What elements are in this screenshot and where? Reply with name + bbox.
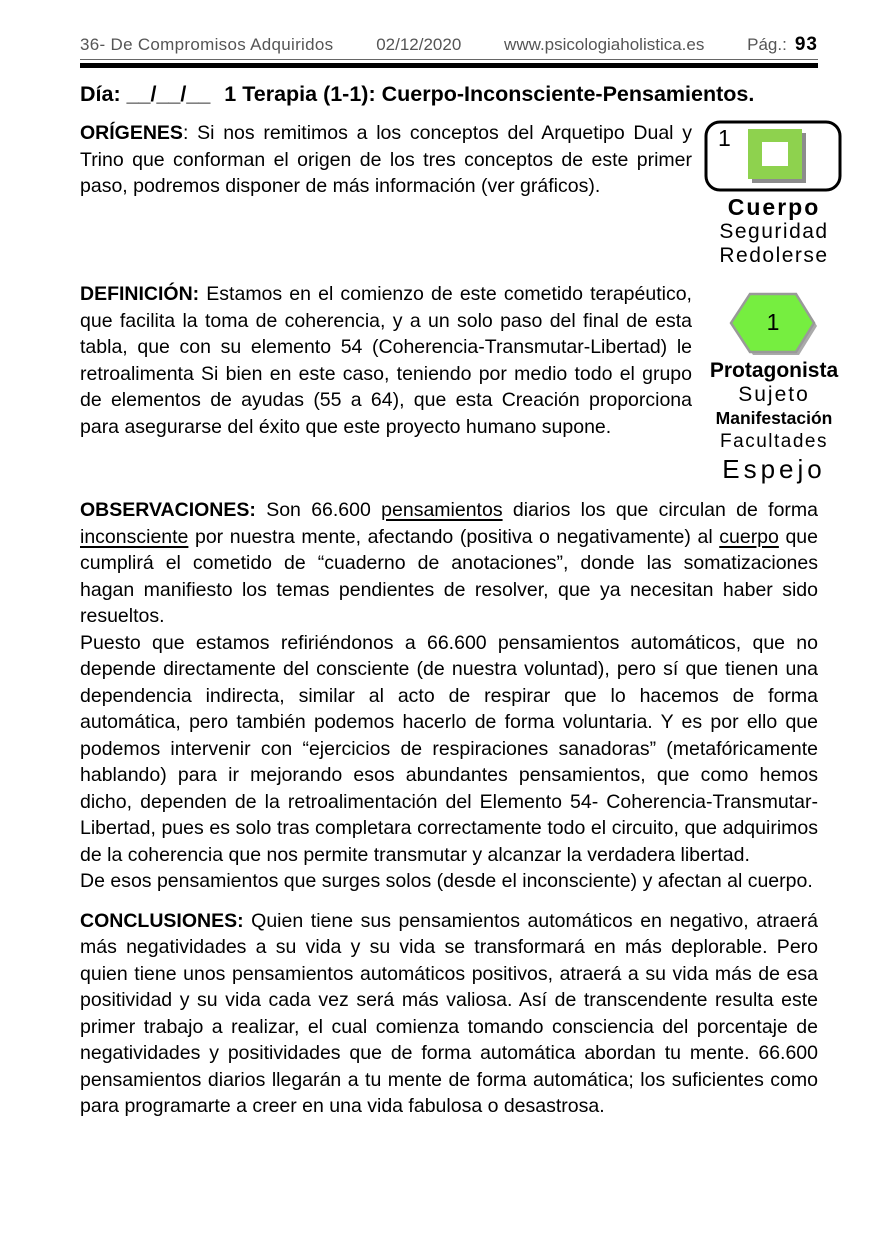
conclusiones-text: Quien tiene sus pensamientos automáticos en negativo, atraerá más negatividades a su vida y su vida se transformará en más deplorable. Pero quien tiene unos pensamientos automáticos positivos, atraerá a su vida más de esa positividad y su vida cada vez será más valiosa. Así de transcendente resulta este primer trabajo a realizar, el cual comienza tomando consciencia del porcentaje de negatividades y positividades que de forma automática abordan tu mente. 66.600 pensamientos diarios llegarán a tu mente de forma automática; los suficientes como para programarte a creer en una vida fabulosa o desastrosa.: [80, 909, 818, 1117]
observaciones-seg: por nuestra mente, afectando (positiva o negativamente) al: [188, 525, 720, 548]
title-day-blank: Día: __/__/__: [80, 82, 211, 106]
definicion-label: DEFINICIÓN:: [80, 283, 207, 305]
header-page-number: 93: [794, 34, 818, 55]
figure-protagonista-l2: Sujeto: [738, 383, 810, 406]
origenes-colon: :: [182, 122, 198, 144]
section-definicion: [80, 281, 839, 484]
observaciones-seg: que cumplirá el cometido de “cuaderno de anotaciones”, donde las somatizaciones hagan manifiesto los temas pendientes de resolver, que ya necesitan haber sido resueltos.: [80, 525, 818, 627]
observaciones-underlined-word: pensamientos: [381, 499, 503, 521]
definicion-paragraph: [80, 281, 692, 484]
header-website: www.psicologiaholistica.es: [504, 35, 705, 54]
origenes-paragraph: [80, 120, 692, 268]
origenes-text: Si nos remitimos a los conceptos del Arquetipo Dual y Trino que conforman el origen de los tres conceptos de este primer paso, podremos disponer de más información (ver gráficos).: [80, 122, 693, 197]
header-page-group: [747, 34, 818, 56]
figure-protagonista-l5: Espejo: [722, 454, 826, 484]
figure-protagonista-l3: Manifestación: [715, 408, 833, 428]
header-date: 02/12/2020: [376, 35, 462, 54]
cuerpo-card-icon: [704, 120, 844, 194]
figure-protagonista-l1: Protagonista: [709, 359, 839, 382]
svg-text:1: 1: [766, 309, 780, 335]
observaciones-paragraph-2: Puesto que estamos refiriéndonos a 66.600 pensamientos automáticos, que no depende directamente del consciente (de nuestra voluntad), pero sí que tienen una dependencia indirecta, similar al acto de respirar que lo hacemos de forma automática, pero también podemos hacerlo de forma voluntaria. Y es por ello que podemos intervenir con “ejercicios de respiraciones sanadoras” (metafóricamente hablando) para ir mejorando esos abundantes pensamientos, que como hemos dicho, dependen de la retroalimentación del Elemento 54- Coherencia-Transmutar-Libertad, pues es solo tras completara correctamente todo el circuito, que adquirimos de la coherencia que nos permite transmutar y alcanzar la verdadera libertad.: [80, 631, 818, 866]
observaciones-paragraph-3: De esos pensamientos que surges solos (desde el inconsciente) y afectan al cuerpo.: [80, 870, 813, 892]
observaciones-underlined-word: cuerpo: [719, 525, 779, 548]
figure-cuerpo: [692, 120, 856, 268]
conclusiones-paragraph: [80, 908, 818, 1120]
definicion-text: Estamos en el comienzo de este cometido terapéutico, que facilita la toma de coherencia, y a un solo paso del final de esta tabla, que con su elemento 54 (Coherencia-Transmutar-Libertad) le retroalimenta Si bien en este caso, teniendo por medio todo el grupo de elementos de ayudas (55 a 64), que esta Creación proporciona para asegurarse del éxito que este proyecto humano supone.: [80, 283, 692, 438]
figure-cuerpo-title: Cuerpo: [727, 194, 821, 220]
observaciones-seg: Son 66.600: [266, 499, 382, 521]
header-page-label: Pág.:: [747, 35, 787, 54]
conclusiones-label: CONCLUSIONES:: [80, 909, 252, 932]
hexagon-icon: [727, 289, 821, 359]
page-header: [80, 34, 818, 60]
figure-cuerpo-sub1: Seguridad: [719, 220, 829, 243]
figure-protagonista: [692, 281, 856, 484]
header-doc-title: 36- De Compromisos Adquiridos: [80, 35, 334, 54]
section-conclusiones: [80, 908, 818, 1120]
observaciones-paragraph-1: [80, 497, 818, 630]
figure-protagonista-l4: Facultades: [720, 431, 828, 452]
origenes-label: ORÍGENES: [80, 122, 183, 144]
section-origenes: [80, 120, 829, 268]
page-title: [80, 82, 818, 107]
observaciones-label: OBSERVACIONES:: [80, 499, 267, 521]
header-rule: [80, 63, 818, 68]
svg-text:1: 1: [718, 125, 731, 151]
title-text: 1 Terapia (1-1): Cuerpo-Inconsciente-Pensamientos.: [224, 82, 755, 106]
observaciones-underlined-word: inconsciente: [80, 525, 189, 548]
observaciones-seg: diarios los que circulan de forma: [502, 499, 819, 521]
section-observaciones: [80, 497, 818, 895]
figure-cuerpo-sub2: Redolerse: [719, 244, 829, 267]
